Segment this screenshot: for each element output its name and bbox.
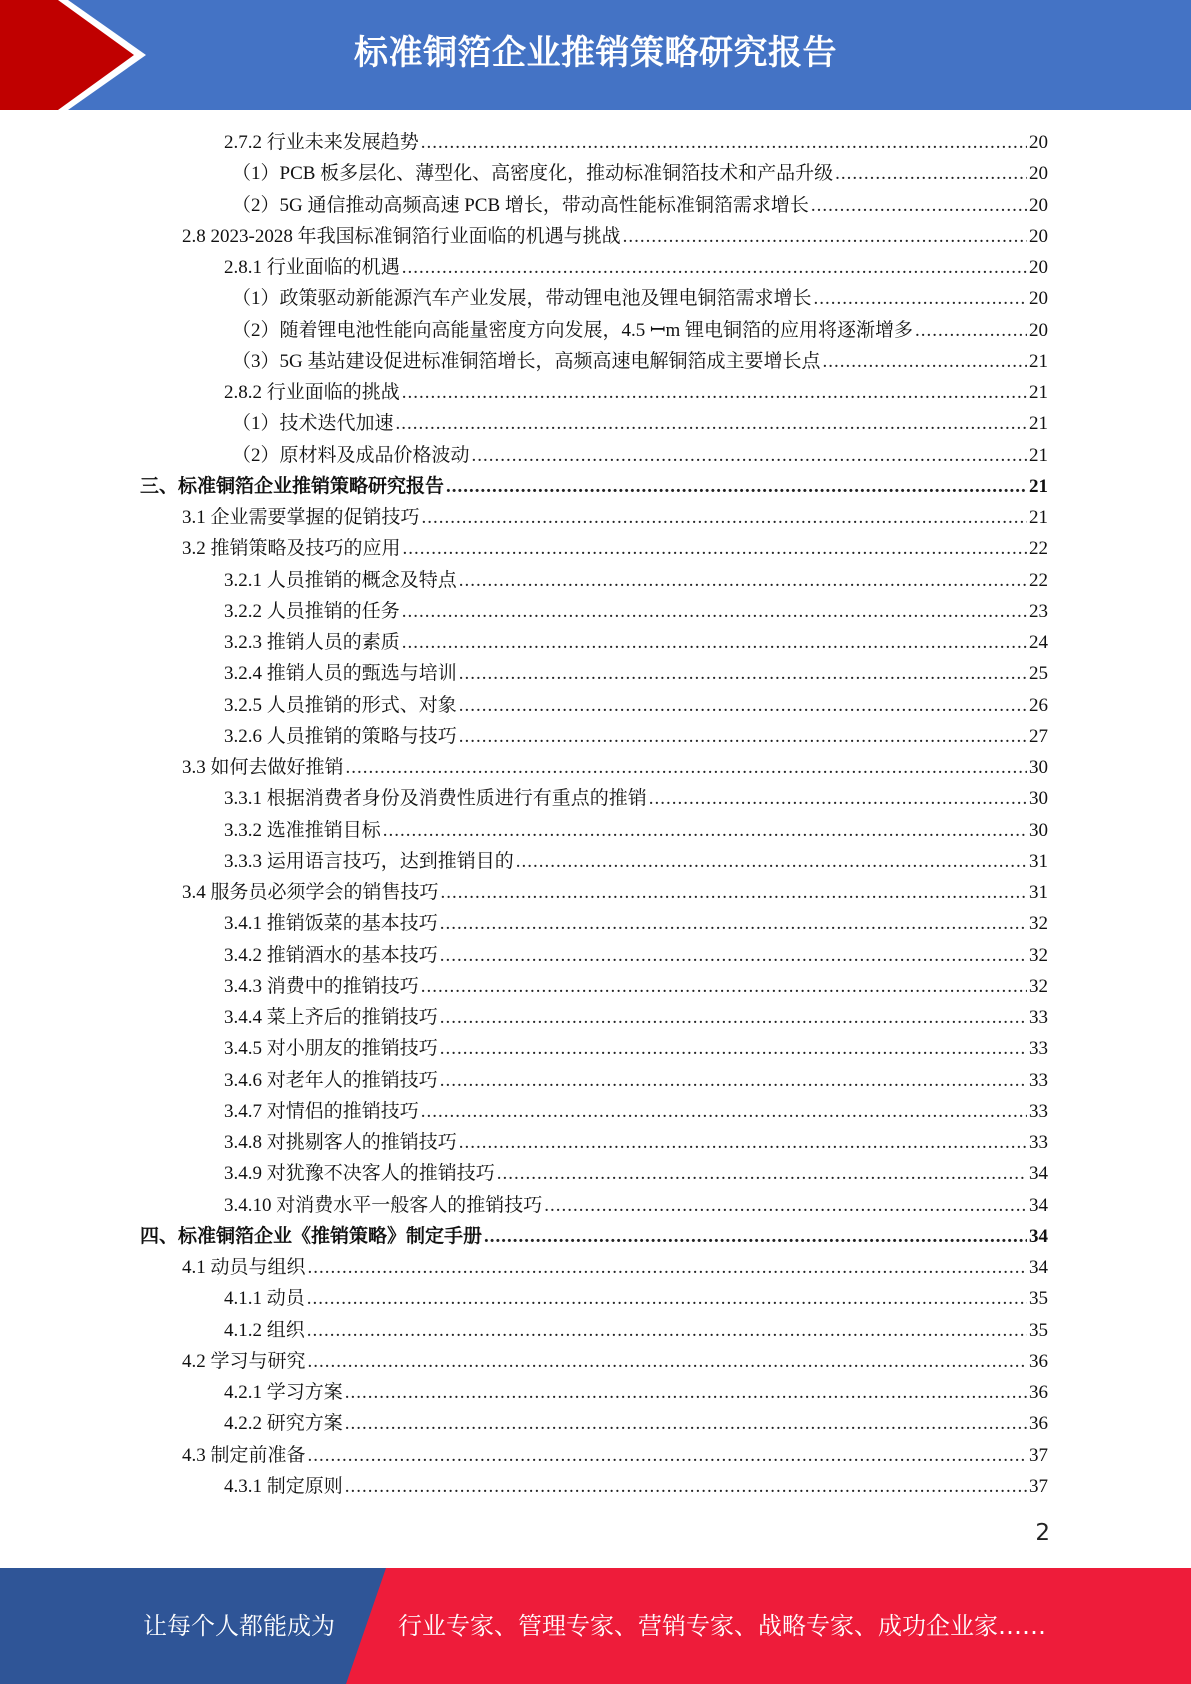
toc-entry-title: 2.7.2 行业未来发展趋势	[224, 132, 419, 153]
toc-entry-title: 2.8.1 行业面临的机遇	[224, 257, 400, 278]
toc-entry	[140, 1315, 1048, 1346]
toc-entry	[140, 971, 1048, 1002]
toc-leader-dots	[544, 1195, 1027, 1217]
footer-slogan-left: 让每个人都能成为	[143, 1612, 335, 1640]
page-header	[0, 0, 1191, 110]
toc-entry-page: 20	[1029, 257, 1048, 278]
toc-leader-dots	[402, 382, 1027, 404]
toc-entry-page: 34	[1029, 1194, 1048, 1216]
toc-entry	[140, 1002, 1048, 1033]
toc-entry-title: 四、标准铜箔企业《推销策略》制定手册	[140, 1225, 483, 1247]
toc-leader-dots	[345, 1382, 1027, 1404]
toc-leader-dots	[459, 1132, 1027, 1154]
toc-entry-page: 20	[1029, 194, 1048, 216]
toc-leader-dots	[308, 1257, 1027, 1279]
toc-entry	[140, 1283, 1048, 1314]
toc-entry	[140, 1377, 1048, 1408]
toc-entry-page: 33	[1029, 1038, 1048, 1060]
toc-entry-title: 4.3.1 制定原则	[224, 1475, 343, 1497]
toc-entry-title: 2.8 2023-2028 年我国标准铜箔行业面临的机遇与挑战	[182, 225, 621, 247]
toc-entry-title: 4.2.1 学习方案	[224, 1382, 343, 1403]
toc-entry-page: 37	[1029, 1444, 1048, 1466]
toc-entry-title: 3.3.1 根据消费者身份及消费性质进行有重点的推销	[224, 788, 647, 810]
toc-entry-title: 3.2.3 推销人员的素质	[224, 632, 400, 653]
toc-leader-dots	[484, 1226, 1027, 1248]
toc-leader-dots	[345, 1413, 1027, 1435]
toc-leader-dots	[446, 476, 1027, 498]
toc-entry	[140, 471, 1048, 502]
toc-leader-dots	[421, 1101, 1027, 1123]
toc-entry-title: 3.2 推销策略及技巧的应用	[182, 538, 401, 560]
toc-entry-page: 27	[1029, 725, 1048, 747]
toc-entry	[140, 1252, 1048, 1283]
toc-entry-page: 36	[1029, 1413, 1048, 1435]
toc-entry	[140, 690, 1048, 721]
toc-entry-page: 37	[1029, 1475, 1048, 1497]
toc-entry	[140, 283, 1048, 314]
toc-entry-title: 三、标准铜箔企业推销策略研究报告	[140, 475, 445, 497]
toc-entry-page: 36	[1029, 1350, 1048, 1372]
toc-leader-dots	[402, 257, 1027, 279]
toc-entry-page: 23	[1029, 600, 1048, 622]
toc-entry-page: 33	[1029, 1100, 1048, 1122]
toc-entry-page: 33	[1029, 1069, 1048, 1091]
toc-entry	[140, 721, 1048, 752]
toc-leader-dots	[516, 851, 1027, 873]
toc-entry-title: 3.3.2 选准推销目标	[224, 819, 381, 841]
toc-entry-title: 3.4.3 消费中的推销技巧	[224, 975, 419, 997]
toc-leader-dots	[915, 320, 1027, 342]
toc-leader-dots	[811, 195, 1027, 217]
table-of-contents	[140, 127, 1048, 1502]
toc-entry-title: 3.4.5 对小朋友的推销技巧	[224, 1038, 438, 1060]
toc-leader-dots	[308, 1351, 1027, 1373]
toc-entry-title: 3.4.10 对消费水平一般客人的推销技巧	[224, 1194, 543, 1216]
toc-entry-title: 4.1 动员与组织	[182, 1257, 306, 1278]
toc-entry-page: 21	[1029, 507, 1048, 528]
toc-entry	[140, 1346, 1048, 1377]
toc-entry	[140, 158, 1048, 189]
toc-entry-title: 3.3.3 运用语言技巧，达到推销目的	[224, 850, 514, 872]
toc-entry-title: 2.8.2 行业面临的挑战	[224, 382, 400, 403]
toc-entry-title: （3）5G 基站建设促进标准铜箔增长，高频高速电解铜箔成主要增长点	[232, 350, 821, 372]
page-footer	[0, 1568, 1191, 1684]
toc-entry-title: 3.1 企业需要掌握的促销技巧	[182, 507, 420, 528]
toc-leader-dots	[346, 757, 1027, 779]
toc-entry-title: 3.4.9 对犹豫不决客人的推销技巧	[224, 1163, 495, 1185]
toc-entry-title: 3.4.4 菜上齐后的推销技巧	[224, 1007, 438, 1028]
toc-entry-title: 4.2 学习与研究	[182, 1350, 306, 1372]
toc-entry-title: （2）5G 通信推动高频高速 PCB 增长，带动高性能标准铜箔需求增长	[232, 194, 809, 216]
toc-entry	[140, 1033, 1048, 1064]
toc-entry-page: 34	[1029, 1163, 1048, 1185]
toc-entry-title: 3.4.6 对老年人的推销技巧	[224, 1069, 438, 1091]
toc-entry	[140, 783, 1048, 814]
toc-leader-dots	[421, 132, 1027, 154]
toc-entry	[140, 877, 1048, 908]
toc-entry-page: 34	[1029, 1257, 1048, 1278]
toc-entry-title: （2）原材料及成品价格波动	[232, 444, 470, 466]
toc-entry-page: 20	[1029, 163, 1048, 185]
toc-entry-title: （2）随着锂电池性能向高能量密度方向发展，4.5 ꟷm 锂电铜箔的应用将逐渐增多	[232, 319, 913, 341]
toc-entry	[140, 565, 1048, 596]
toc-entry-page: 20	[1029, 225, 1048, 247]
toc-entry	[140, 1065, 1048, 1096]
toc-entry-page: 21	[1029, 382, 1048, 403]
toc-leader-dots	[472, 445, 1027, 467]
toc-entry-page: 32	[1029, 913, 1048, 935]
toc-entry	[140, 1190, 1048, 1221]
toc-entry	[140, 846, 1048, 877]
toc-leader-dots	[402, 601, 1027, 623]
toc-entry-page: 33	[1029, 1007, 1048, 1028]
toc-entry-page: 21	[1029, 413, 1048, 435]
toc-entry	[140, 408, 1048, 439]
toc-entry-page: 36	[1029, 1382, 1048, 1403]
toc-entry-title: 4.1.2 组织	[224, 1319, 305, 1341]
toc-entry	[140, 346, 1048, 377]
toc-entry	[140, 533, 1048, 564]
toc-entry	[140, 752, 1048, 783]
toc-entry	[140, 1471, 1048, 1502]
toc-leader-dots	[623, 226, 1027, 248]
toc-entry-page: 31	[1029, 882, 1048, 903]
page-number: 2	[1035, 1520, 1050, 1546]
toc-entry-title: 3.2.6 人员推销的策略与技巧	[224, 725, 457, 747]
toc-entry-page: 20	[1029, 288, 1048, 310]
toc-entry-page: 21	[1029, 350, 1048, 372]
toc-entry	[140, 221, 1048, 252]
toc-entry-title: 3.3 如何去做好推销	[182, 757, 344, 778]
toc-entry-title: 3.4.1 推销饭菜的基本技巧	[224, 913, 438, 935]
toc-leader-dots	[422, 507, 1027, 529]
toc-leader-dots	[814, 288, 1027, 310]
toc-leader-dots	[440, 1007, 1027, 1029]
toc-leader-dots	[440, 1070, 1027, 1092]
toc-entry	[140, 440, 1048, 471]
toc-leader-dots	[307, 1320, 1027, 1342]
toc-leader-dots	[649, 788, 1027, 810]
toc-entry	[140, 1127, 1048, 1158]
toc-entry	[140, 1440, 1048, 1471]
toc-entry	[140, 315, 1048, 346]
toc-leader-dots	[307, 1288, 1027, 1310]
toc-entry-title: 3.2.1 人员推销的概念及特点	[224, 569, 457, 591]
toc-entry-page: 32	[1029, 975, 1048, 997]
toc-entry	[140, 252, 1048, 283]
toc-entry	[140, 1408, 1048, 1439]
toc-leader-dots	[421, 976, 1027, 998]
toc-entry-title: 3.2.4 推销人员的甄选与培训	[224, 663, 457, 685]
toc-entry-title: 3.4 服务员必须学会的销售技巧	[182, 882, 439, 903]
toc-entry-title: 3.2.2 人员推销的任务	[224, 600, 400, 622]
toc-entry	[140, 127, 1048, 158]
toc-entry-page: 32	[1029, 944, 1048, 966]
toc-leader-dots	[459, 663, 1027, 685]
toc-entry-title: （1）PCB 板多层化、薄型化、高密度化，推动标准铜箔技术和产品升级	[232, 163, 834, 185]
toc-entry-title: （1）技术迭代加速	[232, 413, 394, 435]
toc-leader-dots	[396, 413, 1027, 435]
toc-leader-dots	[440, 913, 1027, 935]
toc-entry-page: 21	[1029, 475, 1048, 497]
toc-leader-dots	[459, 570, 1027, 592]
toc-entry-title: 3.2.5 人员推销的形式、对象	[224, 694, 457, 716]
toc-entry-page: 26	[1029, 694, 1048, 716]
toc-leader-dots	[822, 351, 1027, 373]
toc-entry	[140, 502, 1048, 533]
toc-entry-page: 20	[1029, 319, 1048, 341]
toc-leader-dots	[308, 1445, 1027, 1467]
toc-leader-dots	[440, 945, 1027, 967]
toc-entry-title: 4.3 制定前准备	[182, 1444, 306, 1466]
toc-leader-dots	[402, 632, 1027, 654]
toc-leader-dots	[383, 820, 1027, 842]
toc-entry	[140, 627, 1048, 658]
toc-entry-page: 35	[1029, 1319, 1048, 1341]
toc-entry-title: 4.2.2 研究方案	[224, 1413, 343, 1435]
toc-entry-page: 35	[1029, 1288, 1048, 1310]
toc-entry	[140, 658, 1048, 689]
toc-leader-dots	[440, 1038, 1027, 1060]
toc-entry-page: 31	[1029, 850, 1048, 872]
toc-entry-page: 30	[1029, 819, 1048, 841]
header-title: 标准铜箔企业推销策略研究报告	[354, 33, 837, 73]
toc-entry-page: 30	[1029, 757, 1048, 778]
toc-leader-dots	[403, 538, 1027, 560]
toc-entry-page: 20	[1029, 132, 1048, 153]
toc-entry	[140, 190, 1048, 221]
toc-entry-page: 24	[1029, 632, 1048, 653]
toc-entry-page: 30	[1029, 788, 1048, 810]
toc-entry-page: 33	[1029, 1132, 1048, 1153]
toc-entry-title: （1）政策驱动新能源汽车产业发展，带动锂电池及锂电铜箔需求增长	[232, 288, 812, 310]
toc-leader-dots	[459, 695, 1027, 717]
footer-slogan-right: 行业专家、管理专家、营销专家、战略专家、成功企业家……	[398, 1612, 1046, 1640]
toc-entry-page: 22	[1029, 538, 1048, 560]
toc-leader-dots	[459, 726, 1027, 748]
toc-entry	[140, 815, 1048, 846]
toc-entry-page: 25	[1029, 663, 1048, 685]
toc-entry	[140, 377, 1048, 408]
toc-entry	[140, 1221, 1048, 1252]
toc-entry-title: 3.4.2 推销酒水的基本技巧	[224, 944, 438, 966]
toc-entry-title: 3.4.7 对情侣的推销技巧	[224, 1100, 419, 1122]
toc-leader-dots	[497, 1163, 1027, 1185]
toc-entry-page: 34	[1029, 1225, 1048, 1247]
toc-entry	[140, 1096, 1048, 1127]
toc-entry-title: 4.1.1 动员	[224, 1288, 305, 1310]
toc-entry	[140, 908, 1048, 939]
toc-entry	[140, 1158, 1048, 1189]
toc-leader-dots	[345, 1476, 1027, 1498]
toc-leader-dots	[835, 163, 1027, 185]
toc-entry-title: 3.4.8 对挑剔客人的推销技巧	[224, 1132, 457, 1153]
toc-entry	[140, 940, 1048, 971]
toc-entry-page: 22	[1029, 569, 1048, 591]
toc-entry	[140, 596, 1048, 627]
toc-entry-page: 21	[1029, 444, 1048, 466]
toc-leader-dots	[441, 882, 1027, 904]
